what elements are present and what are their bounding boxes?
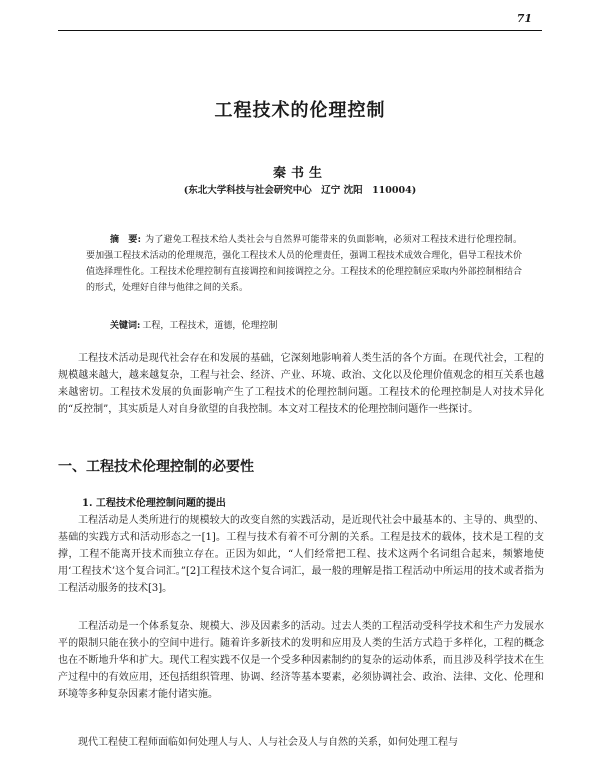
abstract-text: 为了避免工程技术给人类社会与自然界可能带来的负面影响，必须对工程技术进行伦理控制。要加强工程技术活动的伦理规范，强化工程技术人员的伦理责任，强调工程技术成效合理化，倡导工程技术价值选择理性化。工程技术伦理控制有直接调控和间接调控之分。工程技术的伦理控制应采取内外部控制相结合的形式，处理好自律与他律之间的关系。 <box>86 235 522 293</box>
page-number: 71 <box>516 12 532 25</box>
keywords-block <box>110 318 277 331</box>
body-paragraph: 现代工程使工程师面临如何处理人与人、人与社会及人与自然的关系，如何处理工程与 <box>78 737 458 748</box>
author-affiliation: (东北大学科技与社会研究中心 辽宁 沈阳 110004) <box>183 185 417 196</box>
subsection-heading: 1. 工程技术伦理控制问题的提出 <box>82 498 226 509</box>
intro-paragraph: 工程技术活动是现代社会存在和发展的基础，它深刻地影响着人类生活的各个方面。在现代社会，工程的规模越来越大，越来越复杂，工程与社会、经济、产业、环境、政治、文化以及伦理价值观念的相互关系也越来越密切。工程技术发展的负面影响产生了工程技术的伦理控制问题。工程技术的伦理控制是人对技术异化的“反控制”，其实质是人对自身欲望的自我控制。本文对工程技术的伦理控制问题作一些探讨。 <box>58 353 544 415</box>
body-paragraph: 工程活动是一个体系复杂、规模大、涉及因素多的活动。过去人类的工程活动受科学技术和生产力发展水平的限制只能在狭小的空间中进行。随着许多新技术的发明和应用及人类的生活方式趋于多样化，工程的概念也在不断地升华和扩大。现代工程实践不仅是一个受多种因素制约的复杂的运动体系，而且涉及科学技术在生产过程中的有效应用，还包括组织管理、协调、经济等基本要素，必须协调社会、政治、法律、文化、伦理和环境等多种复杂因素才能付诸实施。 <box>58 621 544 700</box>
body-paragraph: 工程活动是人类所进行的规模较大的改变自然的实践活动，是近现代社会中最基本的、主导的、典型的、基础的实践方式和活动形态之一[1]。工程与技术有着不可分割的关系。工程是技术的载体，技术是工程的支撑，工程不能离开技术而独立存在。正因为如此，“人们经常把工程、技术这两个名词组合起来，频繁地使用‘工程技术’这个复合词汇。”[2]工程技术这个复合词汇，最一般的理解是指工程活动中所运用的技术或者指为工程活动服务的技术[3]。 <box>58 515 544 594</box>
header-rule <box>58 30 542 31</box>
section-heading: 一、工程技术伦理控制的必要性 <box>58 459 254 475</box>
article-title: 工程技术的伦理控制 <box>214 100 386 121</box>
article-author: 秦书生 <box>272 166 327 181</box>
keywords-label: 关键词: <box>110 321 141 331</box>
abstract-label: 摘 要: <box>110 235 141 245</box>
abstract-block <box>86 232 522 296</box>
keywords-text: 工程，工程技术，道德，伦理控制 <box>142 321 278 331</box>
